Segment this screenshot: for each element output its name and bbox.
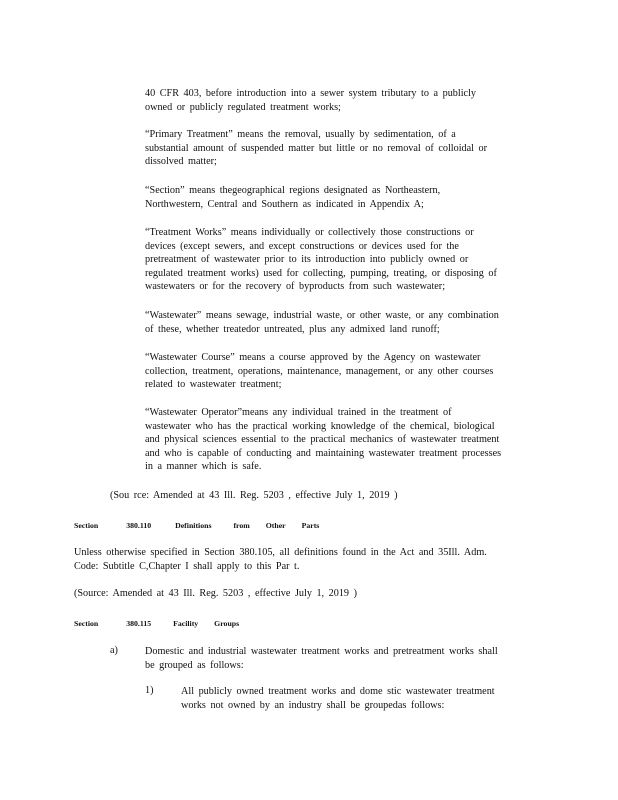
text-line: “Wastewater” means sewage, industrial waste, or other waste, or any combination [145, 310, 499, 321]
source-note: (Sou rce: Amended at 43 Ill. Reg. 5203 , effective July 1, 2019 ) [110, 490, 398, 501]
section-label: Section [74, 521, 99, 530]
text-line: “Primary Treatment” means the removal, usually by sedimentation, of a [145, 129, 456, 140]
text-line: Code: Subtitle C,Chapter I shall apply to this Par t. [74, 560, 300, 572]
list-item-a [145, 645, 540, 672]
text-line: “Section” means thegeographical regions designated as Northeastern, [145, 185, 441, 196]
list-label-1: 1) [145, 685, 154, 696]
text-line: works not owned by an industry shall be groupedas follows: [181, 699, 445, 711]
section-title-word: Other [265, 521, 286, 530]
section-title-word: Groups [214, 619, 240, 628]
section-380-110-body [74, 546, 544, 573]
definition-section [145, 184, 537, 211]
text-line: 40 CFR 403, before introduction into a sewer system tributary to a publicly [145, 88, 476, 99]
text-line: Unless otherwise specified in Section 380.105, all definitions found in the Act and 35Ill. Adm. [74, 547, 487, 558]
section-title-word: from [233, 521, 250, 530]
text-line: All publicly owned treatment works and dome stic wastewater treatment [181, 686, 495, 697]
definition-wastewater-operator [145, 406, 537, 474]
text-line: of these, whether treatedor untreated, plus any admixed land runoff; [145, 323, 440, 335]
definition-treatment-works [145, 226, 537, 294]
text-line: “Wastewater Operator”means any individual trained in the treatment of [145, 407, 452, 418]
section-title-word: Definitions [175, 521, 212, 530]
text-line: “Treatment Works” means individually or collectively those constructions or [145, 227, 474, 238]
text-line: and physical sciences essential to the practical mechanics of wastewater treatment [145, 434, 500, 445]
list-label-a: a) [110, 645, 118, 656]
section-heading-380-110 [74, 521, 319, 530]
text-line: wastewaters or for the recovery of byproducts from such wastewater; [145, 281, 446, 292]
text-line: wastewater who has the practical working knowledge of the chemical, biological [145, 420, 495, 432]
list-item-1 [181, 685, 526, 712]
text-line: “Wastewater Course” means a course approved by the Agency on wastewater [145, 352, 481, 363]
text-line: dissolved matter; [145, 156, 217, 167]
section-number: 380.110 [126, 521, 152, 530]
section-title-word: Facility [173, 619, 199, 628]
definition-primary-treatment [145, 128, 537, 169]
source-note: (Source: Amended at 43 Ill. Reg. 5203 , effective July 1, 2019 ) [74, 588, 357, 599]
text-line: and who is capable of conducting and maintaining wastewater treatment processes [145, 447, 502, 459]
text-line: in a manner which is safe. [145, 461, 262, 472]
text-line: Northwestern, Central and Southern as indicated in Appendix A; [145, 198, 424, 210]
text-line: pretreatment of wastewater prior to its introduction into publicly owned or [145, 254, 469, 265]
definition-fragment-pretreatment [145, 87, 537, 114]
text-line: substantial amount of suspended matter but little or no removal of colloidal or [145, 142, 488, 154]
text-line: devices (except sewers, and except constructions or devices used for the [145, 240, 459, 252]
text-line: Domestic and industrial wastewater treatment works and pretreatment works shall [145, 646, 498, 657]
text-line: collection, treatment, operations, maintenance, management, or any other courses [145, 365, 494, 377]
section-number: 380.115 [126, 619, 152, 628]
definition-wastewater [145, 309, 537, 336]
text-line: be grouped as follows: [145, 659, 244, 671]
section-label: Section [74, 619, 99, 628]
text-line: owned or publicly regulated treatment works; [145, 101, 341, 113]
text-line: regulated treatment works) used for collecting, pumping, treating, or disposing of [145, 267, 497, 279]
section-heading-380-115 [74, 619, 239, 628]
definition-wastewater-course [145, 351, 537, 392]
text-line: related to wastewater treatment; [145, 379, 282, 390]
section-title-word: Parts [301, 521, 320, 530]
